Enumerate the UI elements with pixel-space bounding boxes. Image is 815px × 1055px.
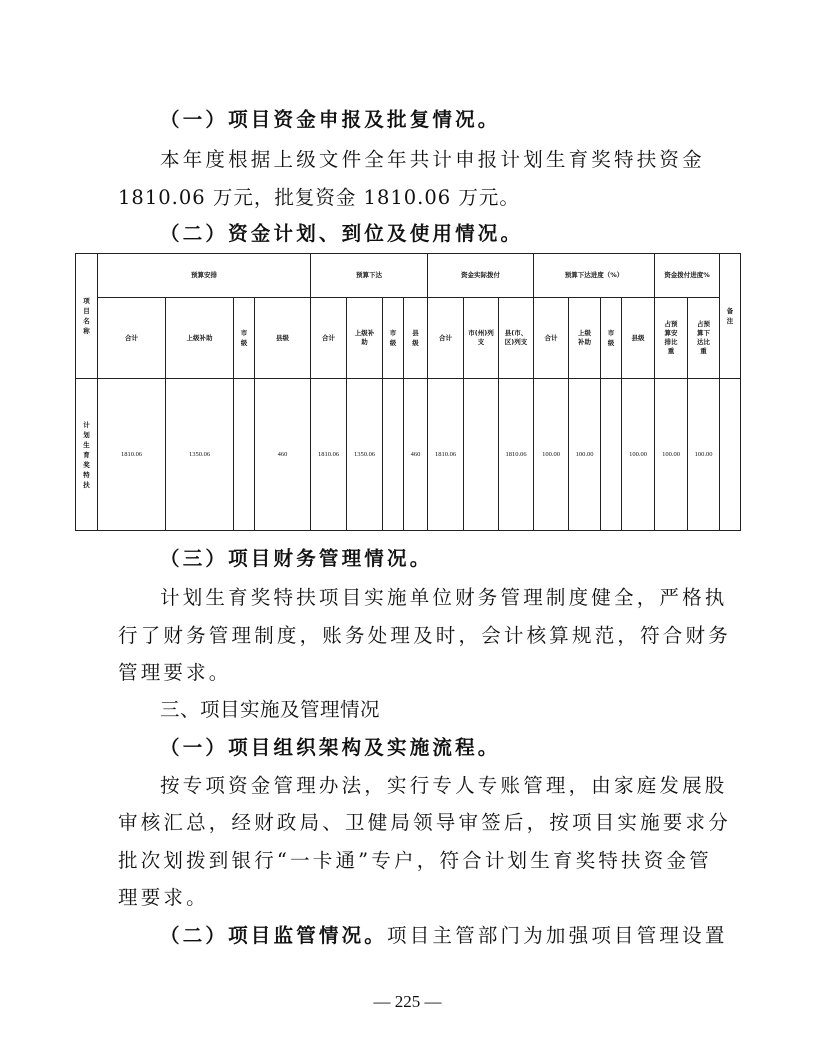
section2-heading: （二）资金计划、到位及使用情况。: [160, 222, 524, 245]
section4-paragraph-line1: 按专项资金管理办法，实行专人专账管理，由家庭发展股: [160, 774, 728, 797]
cell-project-name: 计划生育奖特扶: [76, 379, 98, 531]
header-bi-total: 合计: [311, 298, 347, 379]
cell-ip-city: [601, 379, 622, 531]
header-ad-city: 市(州)列支: [464, 298, 499, 379]
cell-dp-of-arranged: 100.00: [655, 379, 688, 531]
header-ba-total: 合计: [98, 298, 166, 379]
header-actual-disbursement: 资金实际拨付: [428, 254, 534, 298]
header-ad-total: 合计: [428, 298, 464, 379]
header-project-name: 项目名称: [76, 254, 98, 379]
cell-dp-of-issued: 100.00: [688, 379, 720, 531]
section5-text: 项目主管部门为加强项目管理设置: [387, 924, 728, 947]
section3-paragraph-line2: 行了财务管理制度，账务处理及时，会计核算规范，符合财务: [118, 624, 731, 647]
cell-remarks: [720, 379, 741, 531]
cell-ba-total: 1810.06: [98, 379, 166, 531]
cell-ba-county: 460: [255, 379, 311, 531]
cell-bi-city: [383, 379, 404, 531]
header-ad-county: 县(市、区)列支: [499, 298, 534, 379]
section4-paragraph-line3: 批次划拨到银行“一卡通”专户，符合计划生育奖特扶资金管: [118, 849, 712, 872]
section1-paragraph-line1: 本年度根据上级文件全年共计申报计划生育奖特扶资金: [160, 148, 705, 171]
header-ip-total: 合计: [534, 298, 569, 379]
section5-heading: （二）项目监管情况。: [160, 924, 388, 947]
table-row: [76, 379, 741, 531]
header-budget-issued: 预算下达: [311, 254, 428, 298]
cell-bi-total: 1810.06: [311, 379, 347, 531]
header-ba-upper: 上级补助: [166, 298, 234, 379]
header-remarks: 备注: [720, 254, 741, 379]
header-budget-arrangement: 预算安排: [98, 254, 311, 298]
section1-paragraph-line2: 1810.06 万元，批复资金 1810.06 万元。: [118, 186, 520, 209]
cell-ad-total: 1810.06: [428, 379, 464, 531]
cell-ad-county: 1810.06: [499, 379, 534, 531]
section4-paragraph-line4: 理要求。: [118, 886, 209, 909]
cell-bi-upper: 1350.06: [347, 379, 383, 531]
section4-heading: （一）项目组织架构及实施流程。: [160, 736, 501, 759]
cell-ip-upper: 100.00: [569, 379, 601, 531]
section5-line: [160, 920, 728, 948]
header-ip-county: 县级: [622, 298, 655, 379]
header-ba-county: 县级: [255, 298, 311, 379]
page-number: — 225 —: [373, 992, 442, 1011]
cell-ip-total: 100.00: [534, 379, 569, 531]
header-ip-city: 市级: [601, 298, 622, 379]
table-header-sub-row: [76, 298, 741, 379]
header-bi-city: 市级: [383, 298, 404, 379]
header-ip-upper: 上级补助: [569, 298, 601, 379]
section4-paragraph-line2: 审核汇总，经财政局、卫健局领导审签后，按项目实施要求分: [118, 811, 731, 834]
section3-paragraph-line3: 管理要求。: [118, 661, 232, 684]
cell-bi-county: 460: [404, 379, 428, 531]
header-dp-of-arranged: 占预算安排比重: [655, 298, 688, 379]
header-bi-county: 县级: [404, 298, 428, 379]
chapter3-heading: 三、项目实施及管理情况: [160, 698, 381, 721]
header-ba-city: 市级: [234, 298, 255, 379]
header-disbursement-progress: 资金拨付进度%: [655, 254, 720, 298]
cell-ad-city: [464, 379, 499, 531]
header-issue-progress: 预算下达进度（%）: [534, 254, 655, 298]
table-header-group-row: [76, 254, 741, 298]
header-bi-upper: 上级补助: [347, 298, 383, 379]
fund-table: [75, 253, 741, 531]
section1-heading: （一）项目资金申报及批复情况。: [160, 108, 501, 131]
section3-paragraph-line1: 计划生育奖特扶项目实施单位财务管理制度健全，严格执: [160, 586, 728, 609]
header-dp-of-issued: 占预算下达比重: [688, 298, 720, 379]
cell-ip-county: 100.00: [622, 379, 655, 531]
cell-ba-city: [234, 379, 255, 531]
section3-heading: （三）项目财务管理情况。: [160, 547, 433, 570]
cell-ba-upper: 1350.06: [166, 379, 234, 531]
